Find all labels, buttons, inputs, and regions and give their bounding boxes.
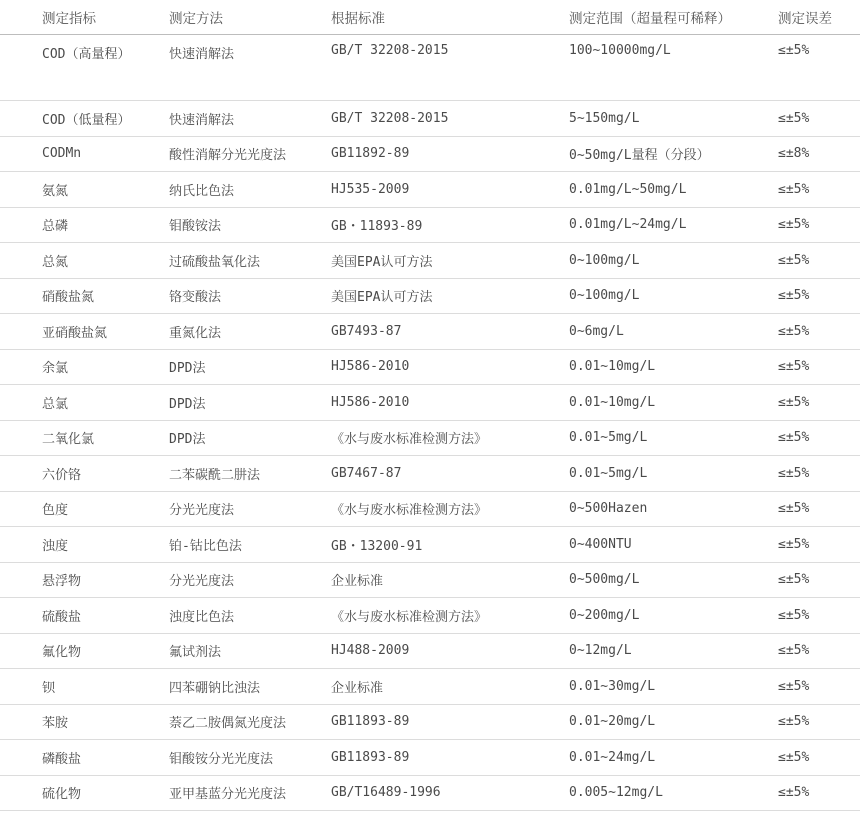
- cell-standard: HJ488-2009: [331, 643, 410, 659]
- cell-error: ≤±5%: [778, 536, 810, 552]
- cell-standard: 美国EPA认可方法: [331, 254, 433, 270]
- cell-method: 四苯硼钠比浊法: [169, 680, 261, 696]
- cell-method: 分光光度法: [169, 574, 235, 590]
- cell-standard: GB・13200-91: [331, 538, 423, 554]
- cell-indicator: COD（高量程）: [42, 47, 131, 62]
- cell-indicator: 氨氮: [42, 183, 69, 199]
- cell-indicator: 二氧化氯: [42, 432, 95, 448]
- header-error: 测定误差: [778, 11, 832, 27]
- cell-indicator: 钡: [42, 680, 56, 696]
- table-row: [0, 776, 860, 812]
- cell-error: ≤±5%: [778, 110, 810, 126]
- cell-error: ≤±5%: [778, 643, 810, 659]
- cell-indicator: 浊度: [42, 538, 69, 554]
- cell-error: ≤±5%: [778, 394, 810, 410]
- cell-indicator: 硫化物: [42, 787, 82, 803]
- cell-range: 0~6mg/L: [569, 323, 624, 339]
- table-row: [0, 279, 860, 315]
- table-row: [0, 137, 860, 173]
- table-row: [0, 172, 860, 208]
- cell-method: 重氮化法: [169, 325, 222, 341]
- table-row: [0, 527, 860, 563]
- cell-range: 5~150mg/L: [569, 110, 640, 126]
- cell-standard: GB7493-87: [331, 323, 402, 339]
- cell-indicator: 总氮: [42, 254, 69, 270]
- header-indicator: 测定指标: [42, 11, 96, 27]
- cell-indicator: CODMn: [42, 146, 82, 162]
- table-row: [0, 350, 860, 386]
- cell-range: 0.01mg/L~50mg/L: [569, 181, 687, 197]
- cell-indicator: 苯胺: [42, 716, 69, 732]
- cell-error: ≤±5%: [778, 359, 810, 375]
- cell-method: 铬变酸法: [169, 290, 222, 306]
- cell-error: ≤±5%: [778, 323, 810, 339]
- cell-range: 0~100mg/L: [569, 252, 640, 268]
- cell-indicator: 色度: [42, 503, 69, 519]
- header-range: 测定范围（超量程可稀释）: [569, 11, 731, 27]
- cell-method: DPD法: [169, 396, 206, 412]
- cell-method: 快速消解法: [169, 112, 235, 128]
- cell-indicator: 磷酸盐: [42, 751, 82, 767]
- cell-error: ≤±5%: [778, 678, 810, 694]
- header-method: 测定方法: [169, 11, 223, 27]
- cell-range: 0~500Hazen: [569, 501, 648, 517]
- cell-indicator: 余氯: [42, 361, 69, 377]
- cell-error: ≤±5%: [778, 714, 810, 730]
- cell-standard: HJ586-2010: [331, 359, 410, 375]
- cell-standard: GB/T 32208-2015: [331, 43, 449, 58]
- cell-standard: 企业标准: [331, 574, 384, 590]
- table-row: [0, 385, 860, 421]
- cell-range: 0.01~5mg/L: [569, 430, 648, 446]
- cell-error: ≤±5%: [778, 217, 810, 233]
- cell-method: 钼酸铵分光光度法: [169, 751, 274, 767]
- cell-method: 快速消解法: [169, 47, 235, 62]
- cell-method: 分光光度法: [169, 503, 235, 519]
- cell-indicator: COD（低量程）: [42, 112, 131, 128]
- cell-error: ≤±5%: [778, 430, 810, 446]
- cell-error: ≤±8%: [778, 146, 810, 162]
- cell-standard: HJ586-2010: [331, 394, 410, 410]
- cell-error: ≤±5%: [778, 785, 810, 801]
- cell-range: 100~10000mg/L: [569, 43, 671, 58]
- table-row: [0, 705, 860, 741]
- cell-range: 0~200mg/L: [569, 607, 640, 623]
- cell-method: 浊度比色法: [169, 609, 235, 625]
- table-row: [0, 314, 860, 350]
- cell-range: 0.01mg/L~24mg/L: [569, 217, 687, 233]
- table-row: [0, 634, 860, 670]
- cell-range: 0.01~20mg/L: [569, 714, 656, 730]
- table-row: [0, 563, 860, 599]
- cell-method: 铂-钴比色法: [169, 538, 242, 554]
- cell-method: 二苯碳酰二肼法: [169, 467, 261, 483]
- cell-method: 酸性消解分光光度法: [169, 148, 287, 164]
- cell-range: 0.01~30mg/L: [569, 678, 656, 694]
- cell-range: 0~500mg/L: [569, 572, 640, 588]
- cell-indicator: 亚硝酸盐氮: [42, 325, 108, 341]
- cell-standard: HJ535-2009: [331, 181, 410, 197]
- cell-method: 纳氏比色法: [169, 183, 235, 199]
- table-row: [0, 492, 860, 528]
- cell-error: ≤±5%: [778, 43, 810, 58]
- header-standard: 根据标准: [331, 11, 385, 27]
- cell-indicator: 总氯: [42, 396, 69, 412]
- table-row: [0, 35, 860, 101]
- cell-method: 萘乙二胺偶氮光度法: [169, 716, 287, 732]
- cell-range: 0.005~12mg/L: [569, 785, 663, 801]
- cell-error: ≤±5%: [778, 465, 810, 481]
- cell-standard: GB/T16489-1996: [331, 785, 441, 801]
- table-row: [0, 421, 860, 457]
- cell-error: ≤±5%: [778, 572, 810, 588]
- cell-error: ≤±5%: [778, 501, 810, 517]
- cell-method: 钼酸铵法: [169, 219, 222, 235]
- cell-standard: 《水与废水标准检测方法》: [331, 432, 488, 448]
- cell-standard: 《水与废水标准检测方法》: [331, 503, 488, 519]
- cell-method: 氟试剂法: [169, 645, 222, 661]
- cell-error: ≤±5%: [778, 607, 810, 623]
- table-row: [0, 101, 860, 137]
- cell-indicator: 硫酸盐: [42, 609, 82, 625]
- table-row: [0, 208, 860, 244]
- cell-indicator: 硝酸盐氮: [42, 290, 95, 306]
- cell-range: 0.01~5mg/L: [569, 465, 648, 481]
- cell-method: 过硫酸盐氧化法: [169, 254, 261, 270]
- cell-standard: 企业标准: [331, 680, 384, 696]
- cell-range: 0~50mg/L量程（分段）: [569, 148, 710, 164]
- cell-error: ≤±5%: [778, 252, 810, 268]
- cell-error: ≤±5%: [778, 288, 810, 304]
- table-row: [0, 740, 860, 776]
- table-row: [0, 243, 860, 279]
- cell-method: DPD法: [169, 432, 206, 448]
- cell-method: DPD法: [169, 361, 206, 377]
- table-row: [0, 456, 860, 492]
- table-header-row: [0, 0, 860, 35]
- cell-indicator: 总磷: [42, 219, 69, 235]
- cell-standard: GB11892-89: [331, 146, 410, 162]
- cell-standard: GB11893-89: [331, 749, 410, 765]
- cell-error: ≤±5%: [778, 181, 810, 197]
- cell-standard: GB/T 32208-2015: [331, 110, 449, 126]
- cell-method: 亚甲基蓝分光光度法: [169, 787, 287, 803]
- cell-range: 0~100mg/L: [569, 288, 640, 304]
- cell-range: 0.01~10mg/L: [569, 394, 656, 410]
- table-row: [0, 669, 860, 705]
- cell-range: 0.01~24mg/L: [569, 749, 656, 765]
- cell-error: ≤±5%: [778, 749, 810, 765]
- cell-indicator: 氟化物: [42, 645, 82, 661]
- cell-standard: GB・11893-89: [331, 219, 423, 235]
- table-row: [0, 598, 860, 634]
- cell-range: 0~400NTU: [569, 536, 632, 552]
- cell-indicator: 悬浮物: [42, 574, 82, 590]
- cell-standard: 美国EPA认可方法: [331, 290, 433, 306]
- cell-standard: 《水与废水标准检测方法》: [331, 609, 488, 625]
- cell-standard: GB11893-89: [331, 714, 410, 730]
- cell-standard: GB7467-87: [331, 465, 402, 481]
- cell-range: 0.01~10mg/L: [569, 359, 656, 375]
- cell-indicator: 六价铬: [42, 467, 82, 483]
- cell-range: 0~12mg/L: [569, 643, 632, 659]
